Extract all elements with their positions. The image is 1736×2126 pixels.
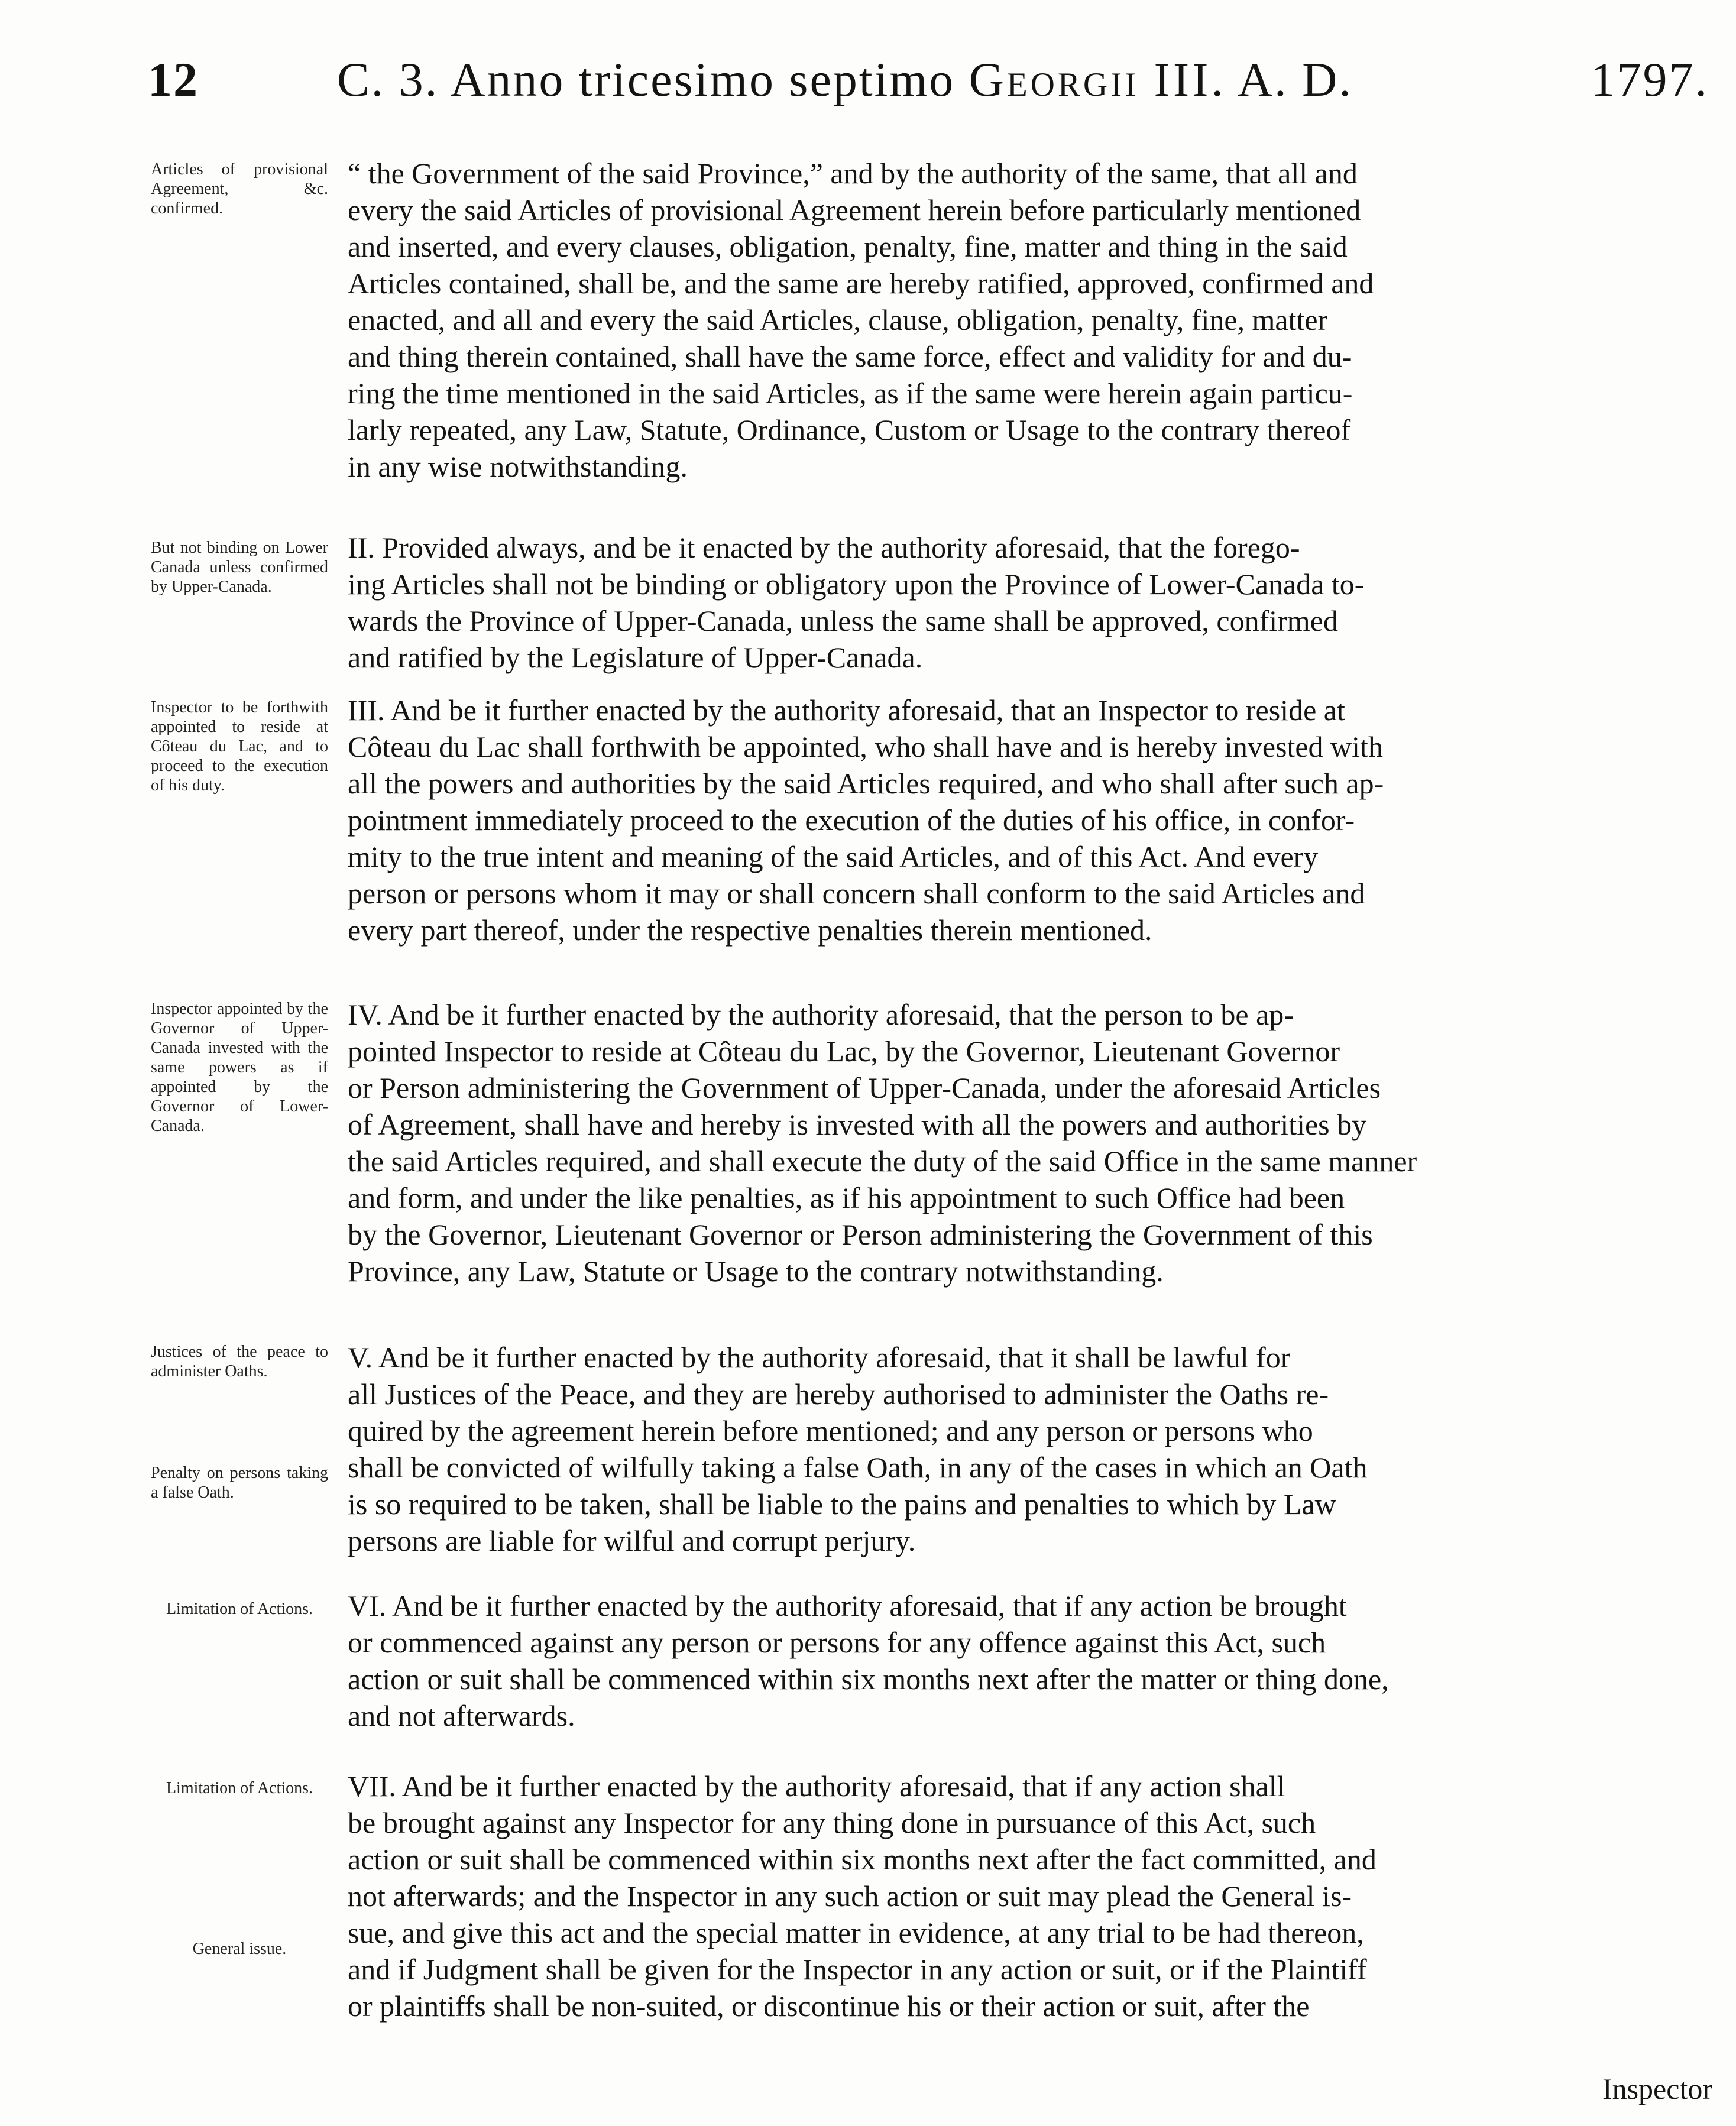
paragraph-section-5: V. And be it further enacted by the authority aforesaid, that it shall be lawful for all Justices of the Peace, and they are hereby authorised to administer the Oaths re- quired by the agreement herein before mentioned; and any person or persons who shall be convicted of wilfully taking a false Oath, in any of the cases in which an Oath is so required to be taken, shall be liable to the pains and penalties to which by Law persons are liable for wilful and corrupt perjury. xyxy=(348,1341,1368,1557)
paragraph-intro: “ the Government of the said Province,” and by the authority of the same, that all and every the said Articles of provisional Agreement herein before particularly mentioned and inserted, and every clauses, obligation, penalty, fine, matter and thing in the said Articles contained, shall be, and the same are hereby ratified, approved, confirmed and enacted, and all and every the said Articles, clause, obligation, penalty, fine, matter and thing therein contained, shall have the same force, effect and validity for and du- ring the time mentioned in the said Articles, as if the same were herein again particu- larly repeated, any Law, Statute, Ordinance, Custom or Usage to the contrary thereof in any wise notwithstanding. xyxy=(348,157,1374,483)
paragraph-section-2: II. Provided always, and be it enacted by the authority aforesaid, that the forego- ing Articles shall not be binding or obligatory upon the Province of Lower-Canada to- wards the Province of Upper-Canada, unless the same shall be approved, confirmed and ratified by the Legislature of Upper-Canada. xyxy=(348,531,1365,674)
year: 1797. xyxy=(1591,53,1709,106)
page-number: 12 xyxy=(148,53,199,106)
paragraph-section-7: VII. And be it further enacted by the authority aforesaid, that if any action shall be brought against any Inspector for any thing done in pursuance of this Act, such action or suit shall be commenced within six months next after the fact committed, and not afterwards; and the Inspector in any such action or suit may plead the General is- sue, and give this act and the special matter in evidence, at any trial to be had thereon, and if Judgment shall be given for the Inspector in any action or suit, or if the Plaintiff or plaintiffs shall be non-suited, or discontinue his or their action or suit, after the xyxy=(348,1769,1377,2023)
margin-note-limitation-actions: Limitation of Actions. xyxy=(166,1600,313,1618)
margin-note-inspector-powers: Inspector appointed by the Governor of Upper-Canada invested with the same powers as if appointed by the Governor of Lower-Canada. xyxy=(151,1000,328,1135)
title-king: Georgii III. xyxy=(969,53,1226,106)
paragraph-section-4: IV. And be it further enacted by the authority aforesaid, that the person to be ap- pointed Inspector to reside at Côteau du Lac, by the Governor, Lieutenant Governor or Person administering the Government of Upper-Canada, under the aforesaid Articles of Agreement, shall have and hereby is invested with all the powers and authorities by the said Articles required, and shall execute the duty of the said Office in the same manner and form, and under the like penalties, as if his appointment to such Office had been by the Governor, Lieutenant Governor or Person administering the Government of this Province, any Law, Statute or Usage to the contrary notwithstanding. xyxy=(348,998,1417,1288)
anno-domini: A. D. xyxy=(1237,53,1353,106)
paragraph-section-6: VI. And be it further enacted by the authority aforesaid, that if any action be brought or commenced against any person or persons for any offence against this Act, such action or suit shall be commenced within six months next after the matter or thing done, and not afterwards. xyxy=(348,1589,1389,1732)
margin-note-justices-oaths: Justices of the peace to administer Oaths. xyxy=(151,1343,328,1380)
running-head xyxy=(148,52,1721,117)
chapter-number: C. 3. xyxy=(337,53,439,106)
catchword: Inspector xyxy=(1602,2072,1712,2105)
title-prefix: Anno tricesimo septimo xyxy=(450,53,956,106)
running-title xyxy=(337,52,1353,108)
margin-note-general-issue: General issue. xyxy=(192,1940,287,1958)
margin-note-limitation-actions-2: Limitation of Actions. xyxy=(166,1779,313,1797)
margin-note-not-binding: But not binding on Lower Canada unless confirmed by Upper-Canada. xyxy=(151,539,328,596)
paragraph-section-3: III. And be it further enacted by the authority aforesaid, that an Inspector to reside at Côteau du Lac shall forthwith be appointed, who shall have and is hereby invested with all the powers and authorities by the said Articles required, and who shall after such ap- pointment immediately proceed to the execution of the duties of his office, in confor- mity to the true intent and meaning of the said Articles, and of this Act. And every person or persons whom it may or shall concern shall conform to the said Articles and every part thereof, under the respective penalties therein mentioned. xyxy=(348,693,1384,947)
margin-note-articles-confirmed: Articles of provisional Agreement, &c. confirmed. xyxy=(151,160,328,218)
margin-note-inspector-appointed: Inspector to be forthwith appointed to reside at Côteau du Lac, and to proceed to the execution of his duty. xyxy=(151,698,328,795)
margin-note-penalty-false-oath: Penalty on persons taking a false Oath. xyxy=(151,1464,328,1502)
